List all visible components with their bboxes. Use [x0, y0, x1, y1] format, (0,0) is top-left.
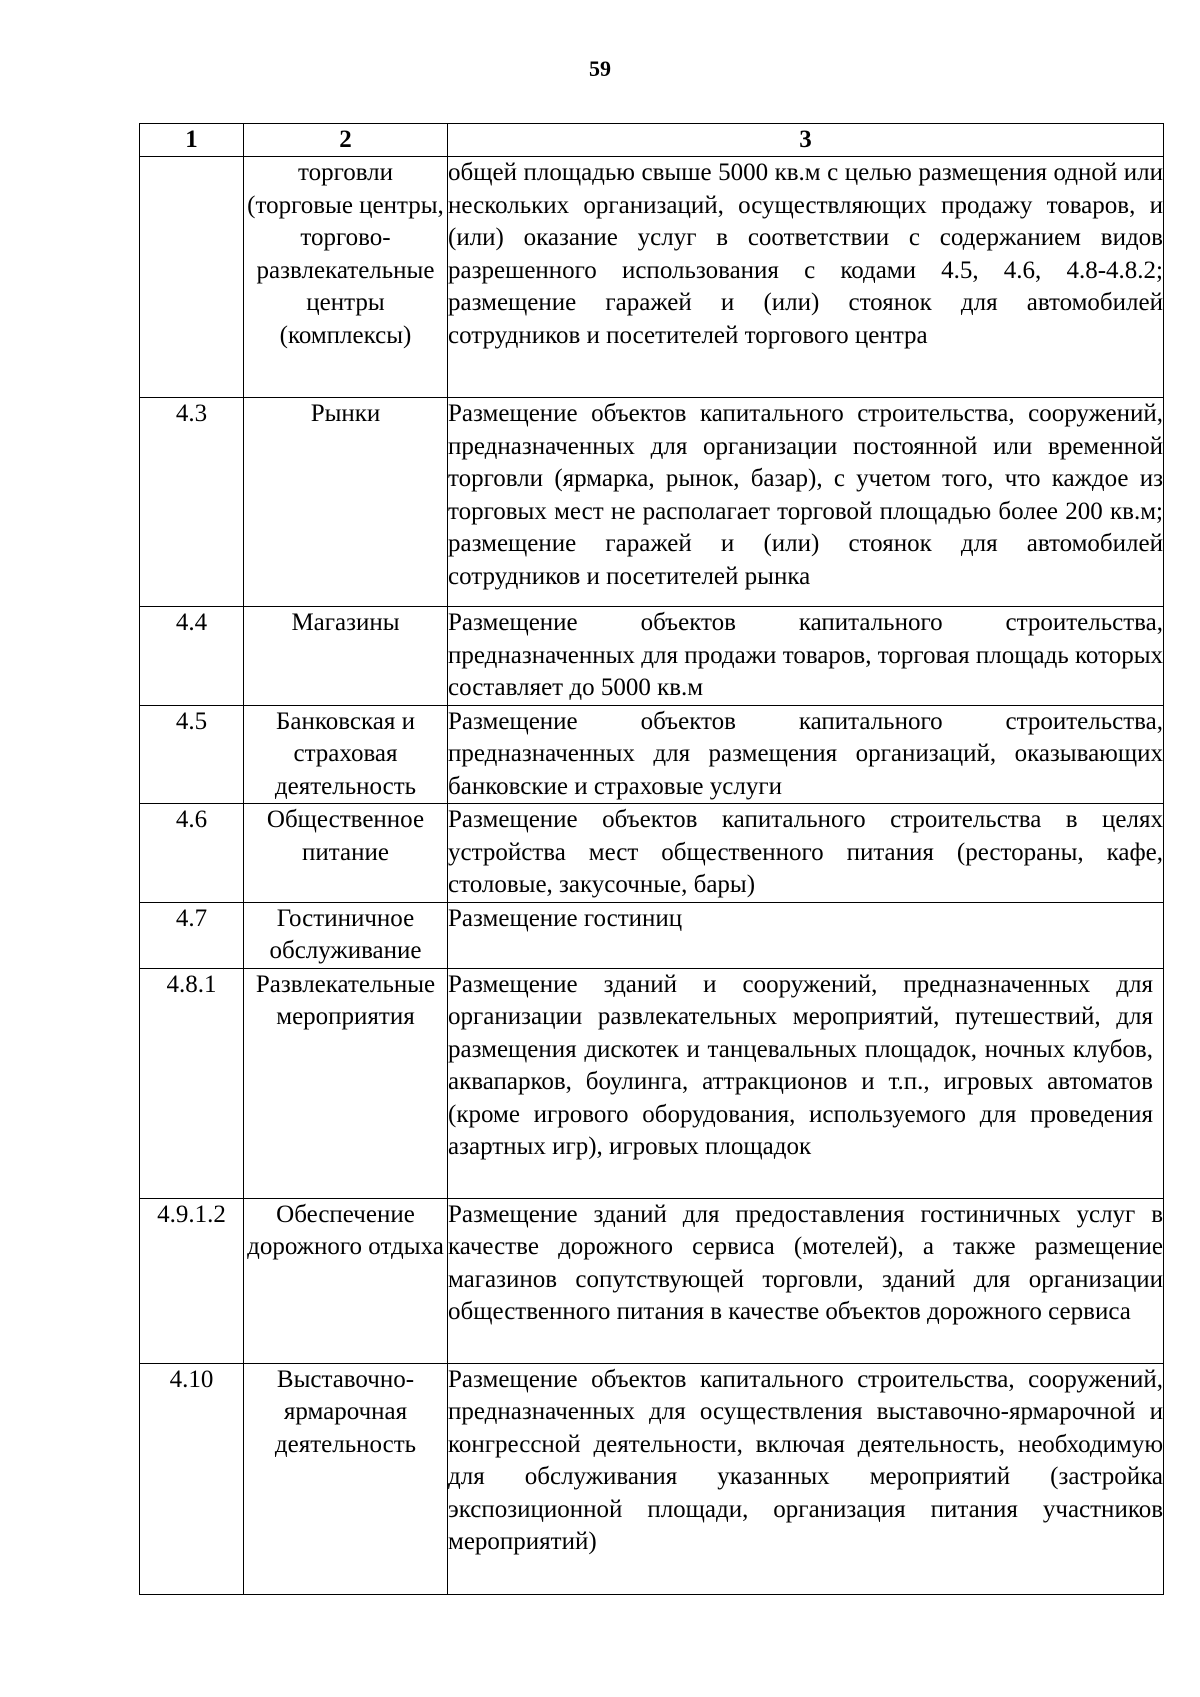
row-description: Размещение объектов капитального строительства, предназначенных для размещения организаций, оказывающих банковские и страховые услуги — [448, 705, 1164, 804]
row-description: Размещение объектов капитального строительства, предназначенных для продажи товаров, торговая площадь которых составляет до 5000 кв.м — [448, 607, 1164, 706]
header-col-3: 3 — [448, 124, 1164, 157]
table-row — [140, 1198, 1164, 1363]
table-row — [140, 705, 1164, 804]
row-code: 4.9.1.2 — [140, 1198, 244, 1363]
row-code — [140, 157, 244, 398]
row-name: Гостиничное обслуживание — [244, 902, 448, 968]
row-description: Размещение зданий для предоставления гостиничных услуг в качестве дорожного сервиса (мотелей), а также размещение магазинов сопутствующей торговли, зданий для организации общественного питания в качестве объектов дорожного сервиса — [448, 1198, 1164, 1363]
header-col-1: 1 — [140, 124, 244, 157]
land-use-table — [139, 123, 1164, 1595]
row-description: Размещение объектов капитального строительства в целях устройства мест общественного питания (рестораны, кафе, столовые, закусочные, бары) — [448, 804, 1164, 903]
row-name: Общественное питание — [244, 804, 448, 903]
row-description: Размещение гостиниц — [448, 902, 1164, 968]
table-row — [140, 157, 1164, 398]
row-description: Размещение объектов капитального строительства, сооружений, предназначенных для осуществления выставочно-ярмарочной и конгрессной деятельности, включая деятельность, необходимую для обслуживания указанных мероприятий (застройка экспозиционной площади, организация питания участников мероприятий) — [448, 1363, 1164, 1594]
row-code: 4.8.1 — [140, 968, 244, 1198]
row-description: общей площадью свыше 5000 кв.м с целью размещения одной или нескольких организаций, осуществляющих продажу товаров, и (или) оказание услуг в соответствии с содержанием видов разрешенного использования с кодами 4.5, 4.6, 4.8-4.8.2; размещение гаражей и (или) стоянок для автомобилей сотрудников и посетителей торгового центра — [448, 157, 1164, 398]
table-row — [140, 1363, 1164, 1594]
table-row — [140, 804, 1164, 903]
page-number: 59 — [589, 56, 611, 81]
row-description: Размещение зданий и сооружений, предназначенных для организации развлекательных мероприятий, путешествий, для размещения дискотек и танцевальных площадок, ночных клубов, аквапарков, боулинга, аттракционов и т.п., игровых автоматов (кроме игрового оборудования, используемого для проведения азартных игр), игровых площадок — [448, 968, 1164, 1198]
row-code: 4.6 — [140, 804, 244, 903]
row-name: Банковская и страховая деятельность — [244, 705, 448, 804]
row-name: Рынки — [244, 398, 448, 607]
row-name: торговли (торговые центры, торгово-развлекательные центры (комплексы) — [244, 157, 448, 398]
header-col-2: 2 — [244, 124, 448, 157]
row-code: 4.10 — [140, 1363, 244, 1594]
table-row — [140, 902, 1164, 968]
table-row — [140, 968, 1164, 1198]
row-name: Выставочно-ярмарочная деятельность — [244, 1363, 448, 1594]
table-row — [140, 607, 1164, 706]
row-name: Магазины — [244, 607, 448, 706]
row-code: 4.3 — [140, 398, 244, 607]
row-name: Развлекательные мероприятия — [244, 968, 448, 1198]
table-row — [140, 398, 1164, 607]
row-code: 4.4 — [140, 607, 244, 706]
row-description: Размещение объектов капитального строительства, сооружений, предназначенных для организации постоянной или временной торговли (ярмарка, рынок, базар), с учетом того, что каждое из торговых мест не располагает торговой площадью более 200 кв.м; размещение гаражей и (или) стоянок для автомобилей сотрудников и посетителей рынка — [448, 398, 1164, 607]
row-code: 4.7 — [140, 902, 244, 968]
row-name: Обеспечение дорожного отдыха — [244, 1198, 448, 1363]
table-header-row — [140, 124, 1164, 157]
row-code: 4.5 — [140, 705, 244, 804]
